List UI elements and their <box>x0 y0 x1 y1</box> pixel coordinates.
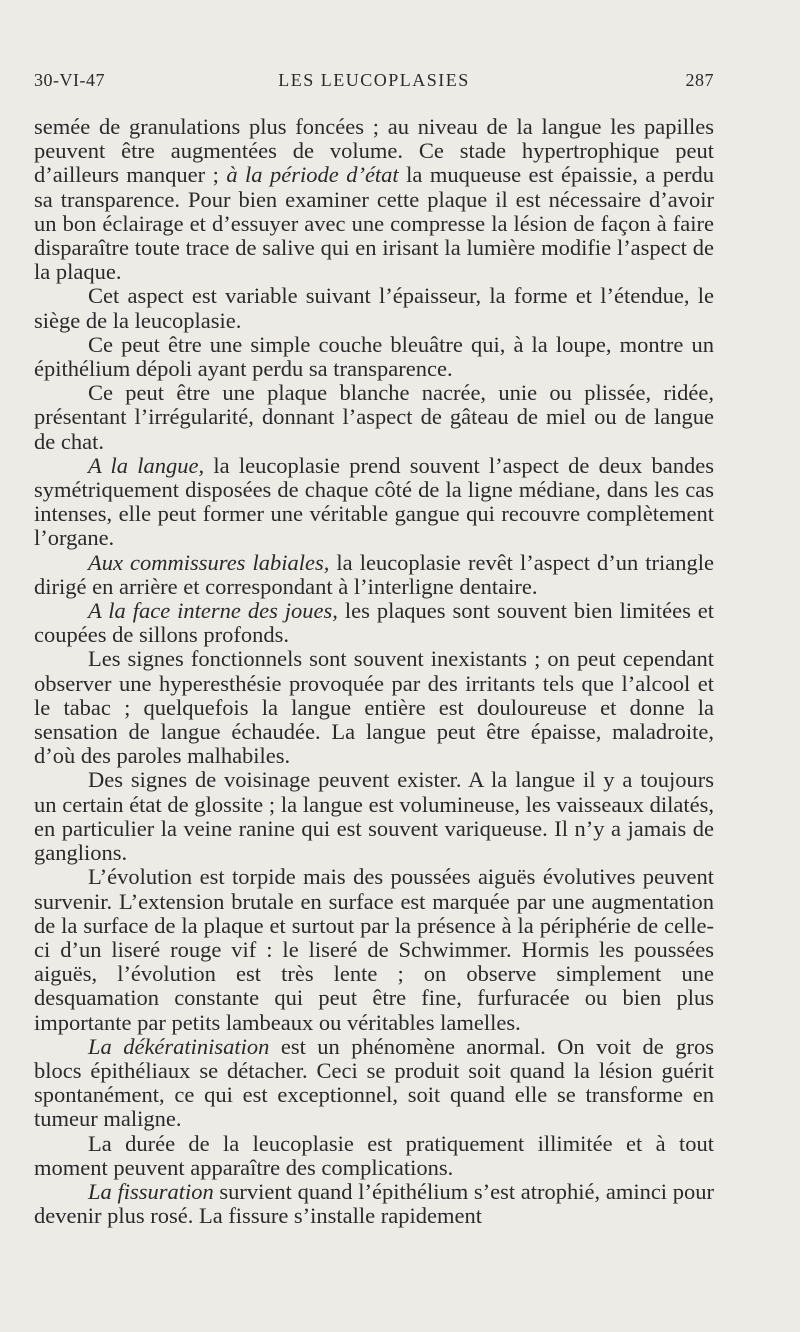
paragraph: Des signes de voisinage peuvent exister. A la langue il y a toujours un certain état de glossite ; la langue est volumineuse, les vaisseaux dilatés, en particulier la veine ranine qui est souvent variqueuse. Il n’y a jamais de ganglions. <box>34 767 714 866</box>
paragraph: Les signes fonctionnels sont souvent inexistants ; on peut cependant observer une hyperesthésie provoquée par des irritants tels que l’alcool et le tabac ; quelquefois la langue entière est douloureuse et donne la sensation de langue échaudée. La langue peut être épaisse, maladroite, d’où des paroles malhabiles. <box>34 646 714 769</box>
paragraph: A la langue, la leucoplasie prend souvent l’aspect de deux bandes symétriquement disposées de chaque côté de la ligne médiane, dans les cas intenses, elle peut former une véritable gangue qui recouvre complètement l’organe. <box>34 452 714 551</box>
paragraph: Cet aspect est variable suivant l’épaisseur, la forme et l’étendue, le siège de la leucoplasie. <box>34 283 714 333</box>
paragraph: Ce peut être une plaque blanche nacrée, unie ou plissée, ridée, présentant l’irrégularité, donnant l’aspect de gâteau de miel ou de langue de chat. <box>34 380 714 454</box>
page-number: 287 <box>685 70 714 90</box>
header-title: LES LEUCOPLASIES <box>278 70 470 90</box>
paragraph: La dékératinisation est un phénomène anormal. On voit de gros blocs épithéliaux se détacher. Ceci se produit soit quand la lésion guérit spontanément, ce qui est exceptionnel, soit quand elle se transforme en tumeur maligne. <box>34 1033 714 1132</box>
paragraph: semée de granulations plus foncées ; au niveau de la langue les papilles peuvent être augmentées de volume. Ce stade hypertrophique peut d’ailleurs manquer ; à la période d’état la muqueuse est épaissie, a perdu sa transparence. Pour bien examiner cette plaque il est nécessaire d’avoir un bon éclairage et d’essuyer avec une compresse la lésion de façon à faire disparaître toute trace de salive qui en irisant la lumière modifie l’aspect de la plaque. <box>34 114 714 285</box>
body-text <box>34 115 714 1228</box>
paragraph: La fissuration survient quand l’épithélium s’est atrophié, aminci pour devenir plus rosé. La fissure s’installe rapidement <box>34 1178 714 1229</box>
header-date: 30-VI-47 <box>34 70 105 90</box>
running-head <box>34 70 714 100</box>
paragraph: A la face interne des joues, les plaques sont souvent bien limitées et coupées de sillons profonds. <box>34 598 715 648</box>
paragraph: La durée de la leucoplasie est pratiquement illimitée et à tout moment peuvent apparaître des complications. <box>34 1130 714 1180</box>
paragraph: Aux commissures labiales, la leucoplasie revêt l’aspect d’un triangle dirigé en arrière et correspondant à l’interligne dentaire. <box>34 549 715 599</box>
paragraph: L’évolution est torpide mais des poussées aiguës évolutives peuvent survenir. L’extension brutale en surface est marquée par une augmentation de la surface de la plaque et surtout par la présence à la périphérie de celle-ci d’un liseré rouge vif : le liseré de Schwimmer. Hormis les poussées aiguës, l’évolution est très lente ; on observe simplement une desquamation constante qui peut être fine, furfuracée ou bien plus importante par petits lambeaux ou véritables lamelles. <box>34 864 714 1035</box>
paragraph: Ce peut être une simple couche bleuâtre qui, à la loupe, montre un épithélium dépoli ayant perdu sa transparence. <box>34 331 714 382</box>
